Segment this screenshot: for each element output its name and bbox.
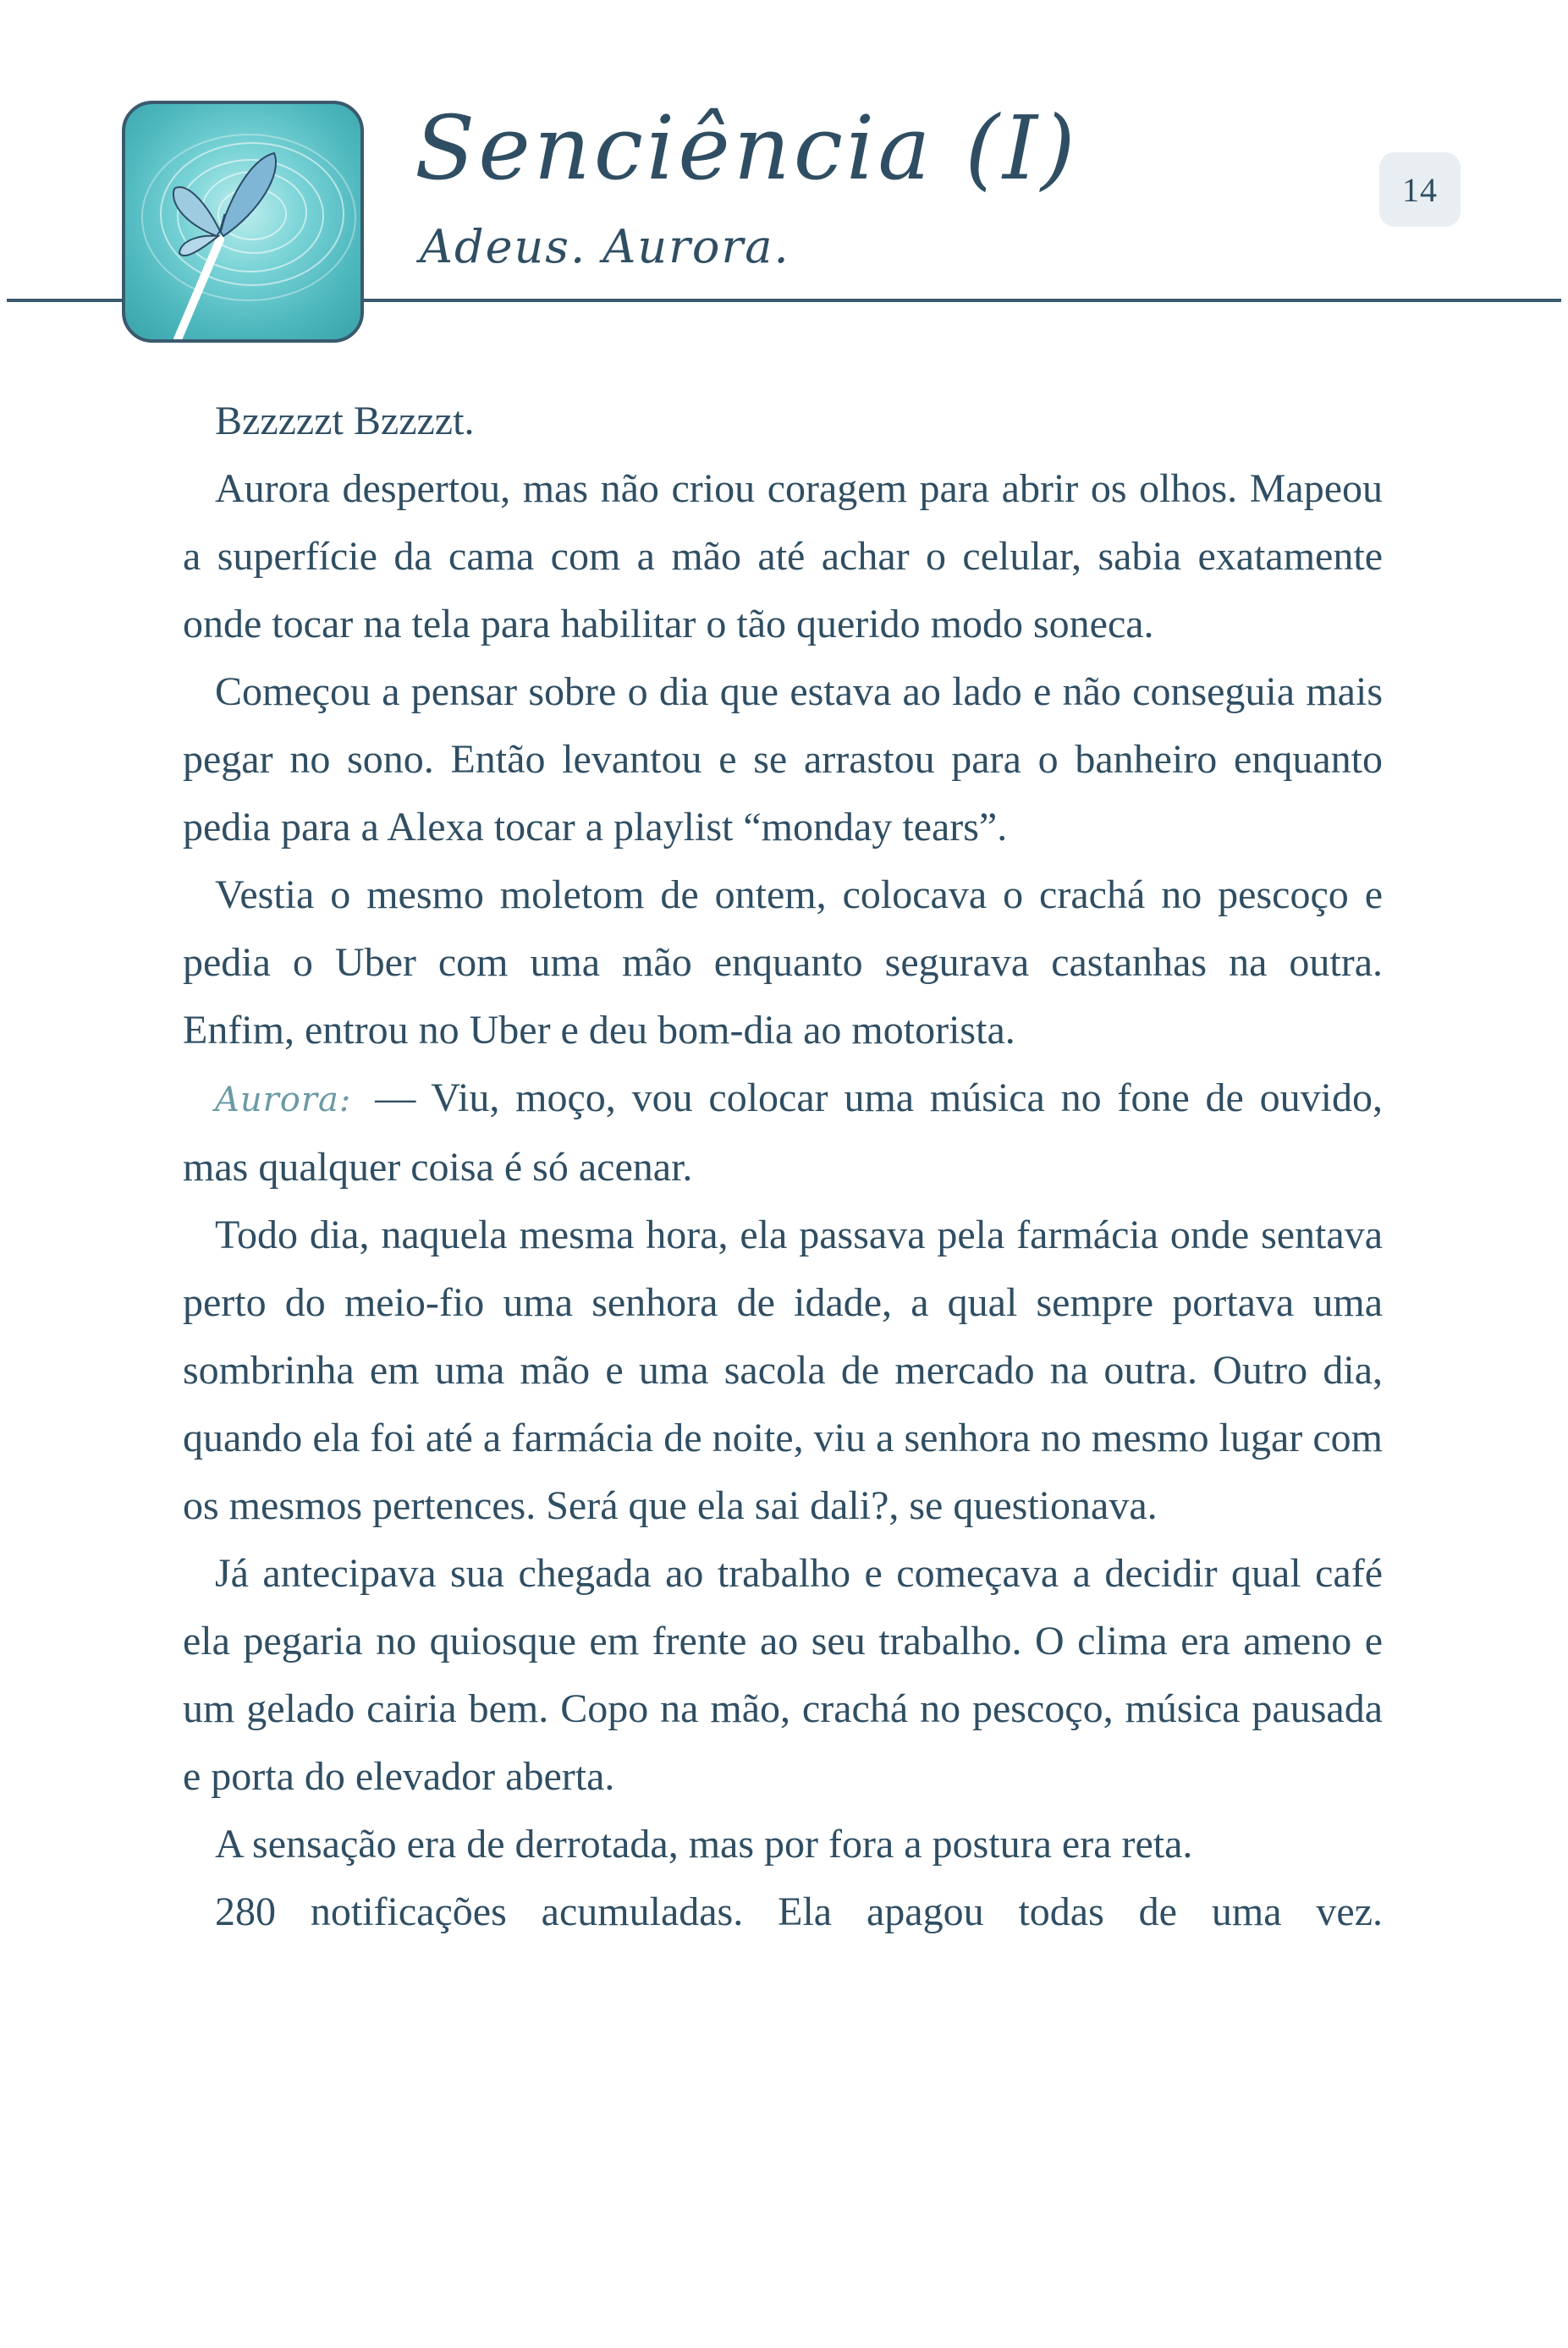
- dialogue-text: — Viu, moço, vou colocar uma música no fone de ouvido, mas qualquer coisa é só acenar.: [183, 1075, 1383, 1190]
- paragraph: 280 notificações acumuladas. Ela apagou todas de uma vez.: [215, 1889, 1383, 1934]
- speaker-label: Aurora:: [215, 1081, 352, 1119]
- chapter-thumbnail: [122, 101, 364, 343]
- butterfly-icon: [125, 104, 360, 339]
- paragraph: Aurora despertou, mas não criou coragem para abrir os olhos. Mapeou a superfície da cama com a mão até achar o celular, sabia exatamente onde tocar na tela para habilitar o tão querido modo soneca.: [183, 466, 1383, 646]
- paragraph: A sensação era de derrotada, mas por fora a postura era reta.: [215, 1822, 1193, 1867]
- chapter-title: Senciência (I): [415, 96, 1079, 200]
- paragraph: Começou a pensar sobre o dia que estava ao lado e não conseguia mais pegar no sono. Então levantou e se arrastou para o banheiro enquanto pedia para a Alexa tocar a playlist “monday tears”.: [183, 669, 1383, 850]
- dialogue-paragraph: [183, 1064, 1383, 1201]
- body-text: [183, 388, 1383, 1946]
- paragraph: Bzzzzzt Bzzzzt.: [215, 399, 475, 443]
- page-number-badge: 14: [1379, 152, 1461, 227]
- paragraph: Já antecipava sua chegada ao trabalho e começava a decidir qual café ela pegaria no quiosque em frente ao seu trabalho. O clima era ameno e um gelado cairia bem. Copo na mão, crachá no pescoço, música pausada e porta do elevador aberta.: [183, 1551, 1383, 1799]
- paragraph: Vestia o mesmo moletom de ontem, colocava o crachá no pescoço e pedia o Uber com uma mão enquanto segurava castanhas na outra. Enfim, entrou no Uber e deu bom-dia ao motorista.: [183, 872, 1383, 1053]
- chapter-subtitle: Adeus. Aurora.: [420, 220, 790, 273]
- paragraph: Todo dia, naquela mesma hora, ela passava pela farmácia onde sentava perto do meio-fio uma senhora de idade, a qual sempre portava uma sombrinha em uma mão e uma sacola de mercado na outra. Outro dia, quando ela foi até a farmácia de noite, viu a senhora no mesmo lugar com os mesmos pertences. Será que ela sai dali?, se questionava.: [183, 1212, 1383, 1528]
